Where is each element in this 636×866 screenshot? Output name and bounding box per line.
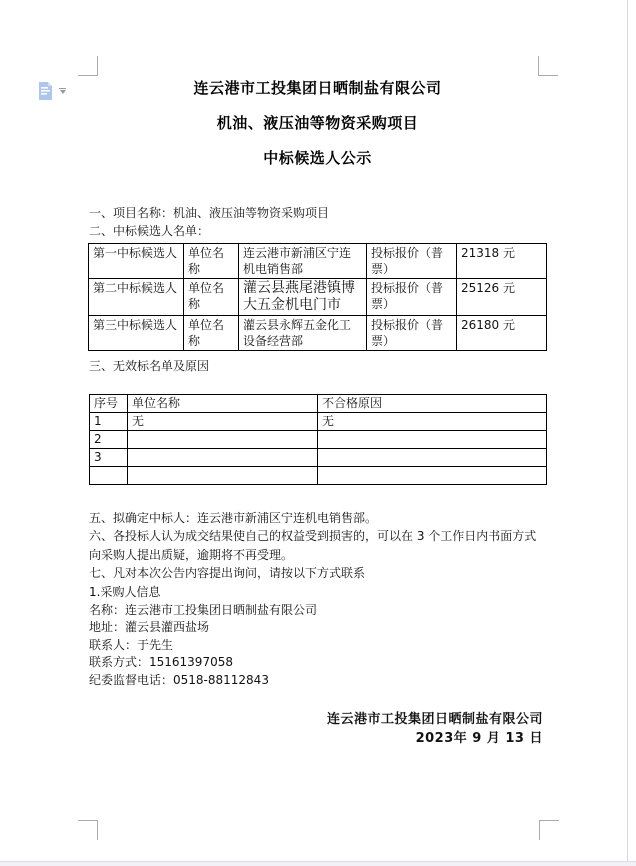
index-cell: 3 — [90, 449, 128, 467]
price-label-cell: 投标报价（普票） — [367, 279, 457, 316]
doc-title-company: 连云港市工投集团日晒制盐有限公司 — [193, 79, 442, 97]
chevron-down-icon[interactable] — [59, 88, 66, 94]
unit-label-cell: 单位名称 — [184, 316, 239, 351]
price-label-cell: 投标报价（普票） — [367, 244, 457, 279]
section-2-candidates-heading: 二、中标候选人名单： — [89, 224, 210, 238]
reason-cell: 无 — [318, 413, 547, 431]
price-value-cell: 25126 元 — [457, 279, 547, 316]
table-row — [90, 413, 547, 431]
crop-mark-top-left — [78, 56, 98, 76]
section-5-winner: 五、拟确定中标人：连云港市新浦区宁连机电销售部。 — [89, 511, 378, 525]
index-cell: 1 — [90, 413, 128, 431]
document-options-button[interactable] — [38, 82, 66, 100]
table-row — [89, 316, 547, 351]
section-3-invalid-heading: 三、无效标名单及原因 — [89, 359, 210, 373]
doc-title-project: 机油、液压油等物资采购项目 — [216, 114, 419, 132]
signature-block — [89, 710, 546, 748]
document-icon — [38, 82, 53, 100]
reason-cell — [318, 449, 547, 467]
unit-label-cell: 单位名称 — [184, 279, 239, 316]
unit-name-cell: 连云港市新浦区宁连机电销售部 — [239, 244, 367, 279]
table-header-row — [90, 395, 547, 413]
reason-cell — [318, 467, 547, 485]
sections-5-7 — [89, 509, 546, 583]
unit-name-cell: 灌云县永辉五金化工设备经营部 — [239, 316, 367, 351]
col-header-index: 序号 — [90, 395, 128, 413]
section-7-contact-note: 七、凡对本次公告内容提出询问，请按以下方式联系 — [89, 566, 366, 581]
table-row — [90, 431, 547, 449]
unit-name-cell — [128, 467, 318, 485]
unit-name-cell — [128, 431, 318, 449]
table-row — [89, 244, 547, 279]
purchaser-supervision-phone: 纪委监督电话：0518-88112843 — [89, 672, 269, 687]
crop-mark-bottom-right — [539, 820, 559, 840]
purchaser-address: 地址：灌云县灌西盐场 — [89, 620, 210, 634]
crop-mark-top-right — [538, 56, 558, 76]
unit-name-cell: 无 — [128, 413, 318, 431]
section-6-objection: 六、各投标人认为成交结果使自己的权益受到损害的，可以在 3 个工作日内书面方式向采购人提出质疑，逾期将不再受理。 — [89, 529, 537, 562]
footer-date: 2023年 9 月 13 日 — [415, 731, 543, 746]
table-row — [90, 467, 547, 485]
price-value-cell: 21318 元 — [457, 244, 547, 279]
candidates-table — [88, 243, 547, 351]
doc-title-announcement: 中标候选人公示 — [263, 149, 372, 167]
reason-cell — [318, 431, 547, 449]
footer-company-signature: 连云港市工投集团日晒制盐有限公司 — [326, 712, 543, 727]
candidate-rank-cell: 第一中标候选人 — [89, 244, 184, 279]
table-row — [89, 279, 547, 316]
invalid-bids-table — [89, 394, 547, 485]
table-row — [90, 449, 547, 467]
purchaser-info — [89, 584, 546, 689]
unit-name-cell — [128, 449, 318, 467]
price-value-cell: 26180 元 — [457, 316, 547, 351]
purchaser-contact-person: 联系人：于先生 — [89, 637, 174, 652]
index-cell — [90, 467, 128, 485]
crop-mark-bottom-left — [78, 820, 98, 840]
purchaser-phone: 联系方式：15161397058 — [89, 655, 233, 669]
candidate-rank-cell: 第三中标候选人 — [89, 316, 184, 351]
col-header-reason: 不合格原因 — [318, 395, 547, 413]
candidate-rank-cell: 第二中标候选人 — [89, 279, 184, 316]
unit-name-cell: 灌云县燕尾港镇博大五金机电门市 — [239, 279, 367, 316]
purchaser-info-heading: 1.采购人信息 — [89, 585, 161, 599]
section-1-project-name: 一、项目名称：机油、液压油等物资采购项目 — [89, 206, 330, 220]
outside-page-background — [0, 861, 636, 866]
purchaser-name: 名称：连云港市工投集团日晒制盐有限公司 — [89, 602, 318, 617]
price-label-cell: 投标报价（普票） — [367, 316, 457, 351]
index-cell: 2 — [90, 431, 128, 449]
unit-label-cell: 单位名称 — [184, 244, 239, 279]
col-header-unit-name: 单位名称 — [128, 395, 318, 413]
